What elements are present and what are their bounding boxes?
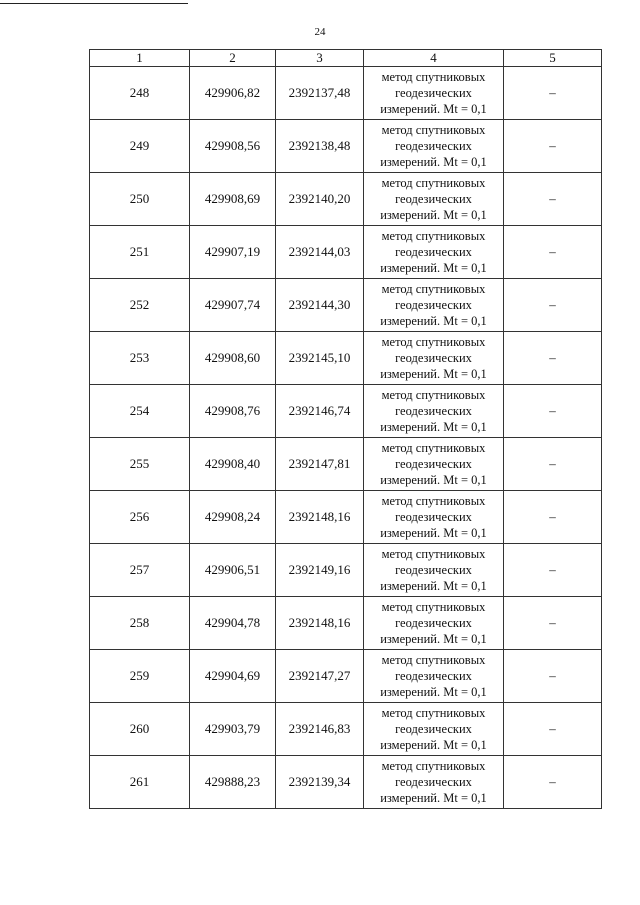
method-line: метод спутниковых [381, 388, 486, 402]
table-row [90, 650, 602, 703]
y-coordinate-cell: 2392147,27 [276, 650, 364, 703]
note-cell: – [504, 597, 602, 650]
note-cell: – [504, 120, 602, 173]
y-coordinate-cell: 2392139,34 [276, 756, 364, 809]
table-row [90, 597, 602, 650]
point-number-cell: 254 [90, 385, 190, 438]
y-coordinate-cell: 2392144,30 [276, 279, 364, 332]
method-cell [364, 597, 504, 650]
method-line: метод спутниковых [381, 653, 486, 667]
point-number-cell: 250 [90, 173, 190, 226]
y-coordinate-cell: 2392149,16 [276, 544, 364, 597]
method-line: геодезических [395, 510, 472, 524]
table-row [90, 279, 602, 332]
x-coordinate-cell: 429908,56 [190, 120, 276, 173]
table-row [90, 438, 602, 491]
x-coordinate-cell: 429908,76 [190, 385, 276, 438]
method-line: измерений. Mt = 0,1 [380, 367, 487, 381]
method-line: метод спутниковых [381, 547, 486, 561]
table-row [90, 703, 602, 756]
method-line: геодезических [395, 563, 472, 577]
point-number-cell: 259 [90, 650, 190, 703]
note-cell: – [504, 438, 602, 491]
method-line: метод спутниковых [381, 441, 486, 455]
header-col-5: 5 [504, 50, 602, 67]
method-cell [364, 491, 504, 544]
point-number-cell: 260 [90, 703, 190, 756]
method-line: измерений. Mt = 0,1 [380, 102, 487, 116]
method-line: метод спутниковых [381, 494, 486, 508]
method-line: измерений. Mt = 0,1 [380, 526, 487, 540]
method-line: геодезических [395, 775, 472, 789]
method-cell [364, 544, 504, 597]
method-cell [364, 703, 504, 756]
method-cell [364, 173, 504, 226]
x-coordinate-cell: 429908,60 [190, 332, 276, 385]
table-row [90, 173, 602, 226]
point-number-cell: 261 [90, 756, 190, 809]
y-coordinate-cell: 2392148,16 [276, 597, 364, 650]
header-col-2: 2 [190, 50, 276, 67]
x-coordinate-cell: 429888,23 [190, 756, 276, 809]
method-line: метод спутниковых [381, 600, 486, 614]
method-cell [364, 120, 504, 173]
table-row [90, 67, 602, 120]
method-line: метод спутниковых [381, 70, 486, 84]
x-coordinate-cell: 429906,82 [190, 67, 276, 120]
x-coordinate-cell: 429907,19 [190, 226, 276, 279]
y-coordinate-cell: 2392146,74 [276, 385, 364, 438]
top-rule [0, 3, 188, 4]
method-line: метод спутниковых [381, 706, 486, 720]
method-line: геодезических [395, 192, 472, 206]
method-line: измерений. Mt = 0,1 [380, 791, 487, 805]
note-cell: – [504, 385, 602, 438]
method-cell [364, 67, 504, 120]
x-coordinate-cell: 429908,24 [190, 491, 276, 544]
point-number-cell: 251 [90, 226, 190, 279]
page-number: 24 [314, 26, 326, 38]
method-cell [364, 385, 504, 438]
header-col-4: 4 [364, 50, 504, 67]
y-coordinate-cell: 2392144,03 [276, 226, 364, 279]
header-col-1: 1 [90, 50, 190, 67]
method-cell [364, 438, 504, 491]
y-coordinate-cell: 2392137,48 [276, 67, 364, 120]
x-coordinate-cell: 429904,78 [190, 597, 276, 650]
method-cell [364, 279, 504, 332]
point-number-cell: 248 [90, 67, 190, 120]
method-line: измерений. Mt = 0,1 [380, 579, 487, 593]
method-line: метод спутниковых [381, 229, 486, 243]
method-line: геодезических [395, 86, 472, 100]
method-line: метод спутниковых [381, 335, 486, 349]
header-col-3: 3 [276, 50, 364, 67]
table-row [90, 226, 602, 279]
point-number-cell: 253 [90, 332, 190, 385]
method-line: геодезических [395, 404, 472, 418]
note-cell: – [504, 703, 602, 756]
table-body [90, 67, 602, 809]
note-cell: – [504, 650, 602, 703]
method-cell [364, 650, 504, 703]
x-coordinate-cell: 429908,69 [190, 173, 276, 226]
method-cell [364, 332, 504, 385]
method-line: измерений. Mt = 0,1 [380, 208, 487, 222]
method-line: метод спутниковых [381, 759, 486, 773]
point-number-cell: 257 [90, 544, 190, 597]
method-line: геодезических [395, 457, 472, 471]
method-line: измерений. Mt = 0,1 [380, 261, 487, 275]
x-coordinate-cell: 429904,69 [190, 650, 276, 703]
x-coordinate-cell: 429903,79 [190, 703, 276, 756]
method-line: геодезических [395, 616, 472, 630]
coordinates-table [89, 49, 602, 809]
x-coordinate-cell: 429908,40 [190, 438, 276, 491]
note-cell: – [504, 491, 602, 544]
note-cell: – [504, 226, 602, 279]
table-row [90, 120, 602, 173]
method-line: геодезических [395, 139, 472, 153]
x-coordinate-cell: 429906,51 [190, 544, 276, 597]
y-coordinate-cell: 2392140,20 [276, 173, 364, 226]
method-line: метод спутниковых [381, 176, 486, 190]
y-coordinate-cell: 2392147,81 [276, 438, 364, 491]
y-coordinate-cell: 2392138,48 [276, 120, 364, 173]
y-coordinate-cell: 2392145,10 [276, 332, 364, 385]
point-number-cell: 256 [90, 491, 190, 544]
point-number-cell: 249 [90, 120, 190, 173]
note-cell: – [504, 332, 602, 385]
method-line: измерений. Mt = 0,1 [380, 420, 487, 434]
method-line: измерений. Mt = 0,1 [380, 155, 487, 169]
x-coordinate-cell: 429907,74 [190, 279, 276, 332]
method-line: метод спутниковых [381, 282, 486, 296]
method-cell [364, 756, 504, 809]
method-line: измерений. Mt = 0,1 [380, 738, 487, 752]
method-line: геодезических [395, 298, 472, 312]
method-line: измерений. Mt = 0,1 [380, 473, 487, 487]
point-number-cell: 258 [90, 597, 190, 650]
note-cell: – [504, 544, 602, 597]
point-number-cell: 252 [90, 279, 190, 332]
table-row [90, 491, 602, 544]
method-line: геодезических [395, 245, 472, 259]
note-cell: – [504, 173, 602, 226]
y-coordinate-cell: 2392148,16 [276, 491, 364, 544]
method-line: измерений. Mt = 0,1 [380, 685, 487, 699]
method-line: геодезических [395, 669, 472, 683]
y-coordinate-cell: 2392146,83 [276, 703, 364, 756]
method-line: геодезических [395, 722, 472, 736]
table-row [90, 385, 602, 438]
method-line: геодезических [395, 351, 472, 365]
table-row [90, 332, 602, 385]
method-line: метод спутниковых [381, 123, 486, 137]
header-row [90, 50, 602, 67]
note-cell: – [504, 279, 602, 332]
method-line: измерений. Mt = 0,1 [380, 632, 487, 646]
method-line: измерений. Mt = 0,1 [380, 314, 487, 328]
point-number-cell: 255 [90, 438, 190, 491]
table-row [90, 756, 602, 809]
note-cell: – [504, 67, 602, 120]
table-row [90, 544, 602, 597]
note-cell: – [504, 756, 602, 809]
method-cell [364, 226, 504, 279]
